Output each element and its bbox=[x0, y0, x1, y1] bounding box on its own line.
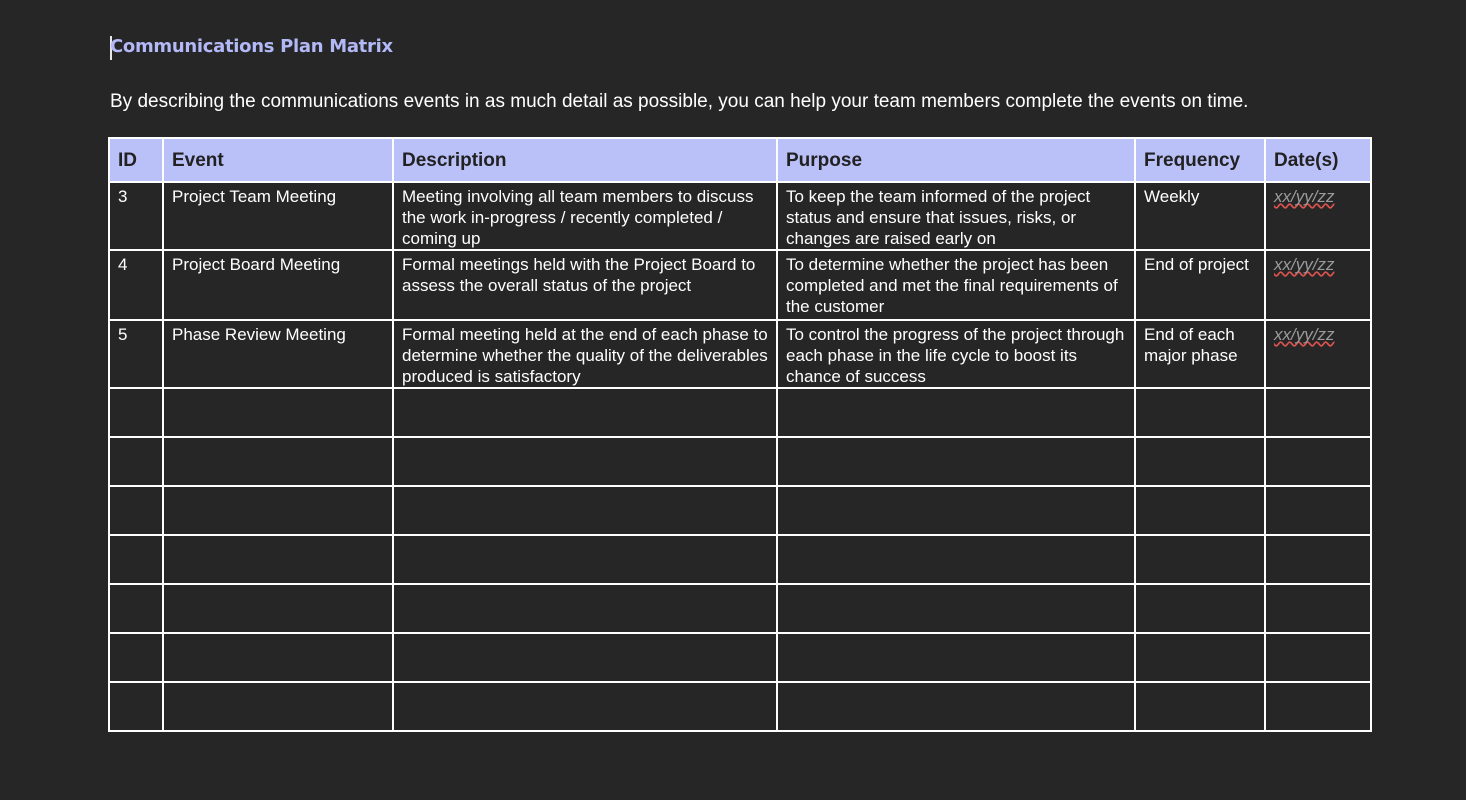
empty-cell[interactable] bbox=[777, 633, 1135, 682]
header-frequency[interactable]: Frequency bbox=[1135, 138, 1265, 182]
empty-cell[interactable] bbox=[1135, 584, 1265, 633]
empty-table-row bbox=[109, 535, 1371, 584]
header-purpose[interactable]: Purpose bbox=[777, 138, 1135, 182]
empty-cell[interactable] bbox=[163, 388, 393, 437]
empty-cell[interactable] bbox=[109, 682, 163, 731]
date-placeholder: xx/yy/zz bbox=[1274, 255, 1335, 274]
empty-cell[interactable] bbox=[777, 584, 1135, 633]
cell-dates[interactable] bbox=[1265, 250, 1371, 320]
empty-cell[interactable] bbox=[777, 535, 1135, 584]
header-dates[interactable]: Date(s) bbox=[1265, 138, 1371, 182]
cell-frequency[interactable]: End of project bbox=[1135, 250, 1265, 320]
empty-cell[interactable] bbox=[109, 437, 163, 486]
cell-purpose[interactable]: To keep the team informed of the project status and ensure that issues, risks, or changes are raised early on bbox=[777, 182, 1135, 250]
empty-cell[interactable] bbox=[393, 535, 777, 584]
intro-paragraph[interactable]: By describing the communications events in as much detail as possible, you can help your team members complete the events on time. bbox=[110, 91, 1249, 112]
empty-cell[interactable] bbox=[1265, 437, 1371, 486]
empty-cell[interactable] bbox=[1135, 682, 1265, 731]
cell-dates[interactable] bbox=[1265, 182, 1371, 250]
empty-cell[interactable] bbox=[1135, 388, 1265, 437]
empty-cell[interactable] bbox=[393, 437, 777, 486]
header-description[interactable]: Description bbox=[393, 138, 777, 182]
empty-cell[interactable] bbox=[393, 682, 777, 731]
cell-description[interactable]: Meeting involving all team members to discuss the work in-progress / recently completed / coming up bbox=[393, 182, 777, 250]
cell-frequency[interactable]: Weekly bbox=[1135, 182, 1265, 250]
empty-cell[interactable] bbox=[1135, 437, 1265, 486]
empty-cell[interactable] bbox=[1135, 535, 1265, 584]
cell-id[interactable]: 4 bbox=[109, 250, 163, 320]
empty-cell[interactable] bbox=[109, 584, 163, 633]
table-row bbox=[109, 320, 1371, 388]
cell-purpose[interactable]: To determine whether the project has been completed and met the final requirements of the customer bbox=[777, 250, 1135, 320]
empty-table-row bbox=[109, 633, 1371, 682]
empty-table-row bbox=[109, 682, 1371, 731]
empty-cell[interactable] bbox=[163, 633, 393, 682]
cell-description[interactable]: Formal meeting held at the end of each phase to determine whether the quality of the deliverables produced is satisfactory bbox=[393, 320, 777, 388]
empty-cell[interactable] bbox=[109, 486, 163, 535]
date-placeholder: xx/yy/zz bbox=[1274, 325, 1335, 344]
empty-cell[interactable] bbox=[393, 388, 777, 437]
table-header-row bbox=[109, 138, 1371, 182]
empty-cell[interactable] bbox=[163, 486, 393, 535]
empty-cell[interactable] bbox=[1135, 633, 1265, 682]
empty-cell[interactable] bbox=[163, 535, 393, 584]
empty-table-row bbox=[109, 437, 1371, 486]
empty-cell[interactable] bbox=[163, 584, 393, 633]
empty-table-row bbox=[109, 486, 1371, 535]
cell-id[interactable]: 5 bbox=[109, 320, 163, 388]
document-title[interactable]: Communications Plan Matrix bbox=[110, 36, 393, 57]
empty-cell[interactable] bbox=[777, 388, 1135, 437]
empty-cell[interactable] bbox=[777, 437, 1135, 486]
header-id[interactable]: ID bbox=[109, 138, 163, 182]
communications-matrix-table bbox=[108, 137, 1372, 732]
empty-cell[interactable] bbox=[1265, 682, 1371, 731]
empty-cell[interactable] bbox=[777, 486, 1135, 535]
empty-table-row bbox=[109, 388, 1371, 437]
empty-cell[interactable] bbox=[163, 682, 393, 731]
table-row bbox=[109, 182, 1371, 250]
empty-cell[interactable] bbox=[393, 584, 777, 633]
empty-table-row bbox=[109, 584, 1371, 633]
date-placeholder: xx/yy/zz bbox=[1274, 187, 1335, 206]
cell-purpose[interactable]: To control the progress of the project through each phase in the life cycle to boost its chance of success bbox=[777, 320, 1135, 388]
empty-cell[interactable] bbox=[109, 388, 163, 437]
header-event[interactable]: Event bbox=[163, 138, 393, 182]
cell-frequency[interactable]: End of each major phase bbox=[1135, 320, 1265, 388]
empty-cell[interactable] bbox=[109, 535, 163, 584]
empty-cell[interactable] bbox=[1135, 486, 1265, 535]
empty-cell[interactable] bbox=[163, 437, 393, 486]
empty-cell[interactable] bbox=[1265, 486, 1371, 535]
empty-cell[interactable] bbox=[393, 486, 777, 535]
cell-description[interactable]: Formal meetings held with the Project Board to assess the overall status of the project bbox=[393, 250, 777, 320]
empty-cell[interactable] bbox=[393, 633, 777, 682]
table-row bbox=[109, 250, 1371, 320]
empty-cell[interactable] bbox=[777, 682, 1135, 731]
cell-event[interactable]: Phase Review Meeting bbox=[163, 320, 393, 388]
empty-cell[interactable] bbox=[1265, 388, 1371, 437]
cell-event[interactable]: Project Team Meeting bbox=[163, 182, 393, 250]
cell-dates[interactable] bbox=[1265, 320, 1371, 388]
cell-event[interactable]: Project Board Meeting bbox=[163, 250, 393, 320]
empty-cell[interactable] bbox=[1265, 584, 1371, 633]
cell-id[interactable]: 3 bbox=[109, 182, 163, 250]
empty-cell[interactable] bbox=[1265, 633, 1371, 682]
empty-cell[interactable] bbox=[1265, 535, 1371, 584]
empty-cell[interactable] bbox=[109, 633, 163, 682]
